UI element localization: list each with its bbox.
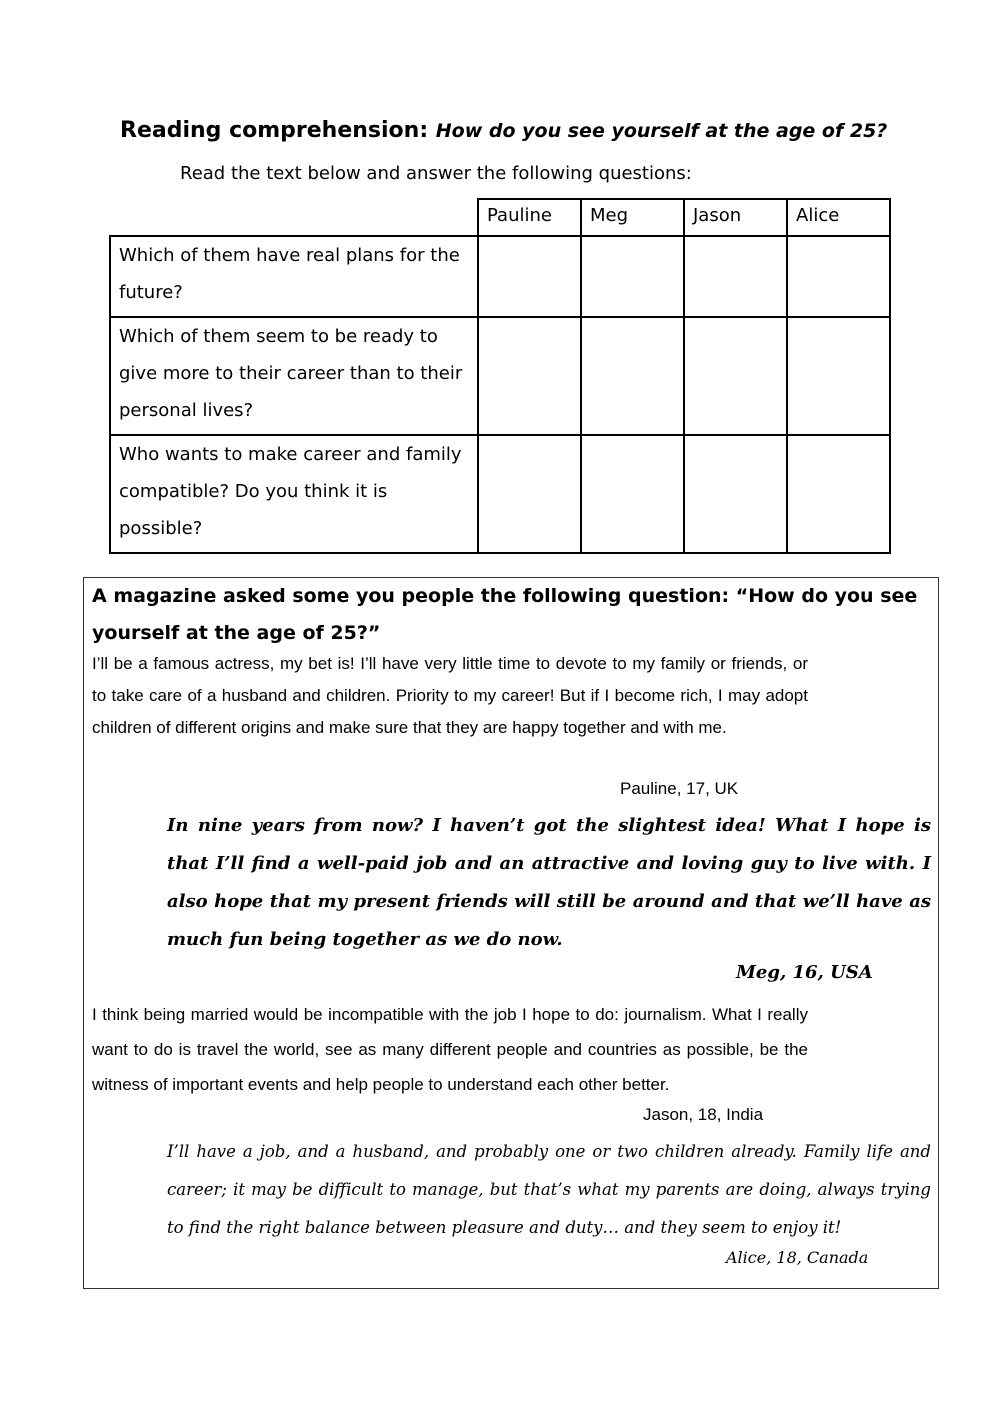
signature-alice: Alice, 18, Canada xyxy=(726,1248,869,1267)
column-header-jason: Jason xyxy=(684,199,787,236)
table-row xyxy=(110,236,890,317)
article-box xyxy=(83,577,939,1289)
answer-cell-meg[interactable] xyxy=(581,317,684,435)
question-table xyxy=(109,198,891,554)
testimony-pauline: I’ll be a famous actress, my bet is! I’ll have very little time to devote to my family or friends, or to take care of a husband and children. Priority to my career! But if I become rich, I may adopt children of different origins and make sure that they are happy together and with me. xyxy=(92,654,808,737)
column-header-pauline: Pauline xyxy=(478,199,581,236)
instruction-text: Read the text below and answer the following questions: xyxy=(180,163,692,184)
question-cell: Who wants to make career and family compatible? Do you think it is possible? xyxy=(110,435,478,553)
answer-cell-pauline[interactable] xyxy=(478,317,581,435)
title-main: Reading comprehension: xyxy=(120,118,436,143)
signature-meg: Meg, 16, USA xyxy=(736,962,873,983)
answer-cell-pauline[interactable] xyxy=(478,236,581,317)
article-heading: A magazine asked some you people the following question: “How do you see yourself at the age of 25?” xyxy=(92,585,918,644)
question-cell: Which of them seem to be ready to give more to their career than to their personal lives? xyxy=(110,317,478,435)
table-corner-cell xyxy=(110,199,478,236)
column-header-alice: Alice xyxy=(787,199,890,236)
answer-cell-jason[interactable] xyxy=(684,317,787,435)
answer-cell-pauline[interactable] xyxy=(478,435,581,553)
page-title xyxy=(120,118,887,143)
table-row xyxy=(110,317,890,435)
answer-cell-jason[interactable] xyxy=(684,236,787,317)
answer-cell-alice[interactable] xyxy=(787,435,890,553)
answer-cell-alice[interactable] xyxy=(787,317,890,435)
column-header-meg: Meg xyxy=(581,199,684,236)
testimony-jason: I think being married would be incompatible with the job I hope to do: journalism. What I really want to do is travel the world, see as many different people and countries as possible, be the witness of important events and help people to understand each other better. xyxy=(92,1005,808,1094)
signature-pauline: Pauline, 17, UK xyxy=(620,779,739,798)
answer-cell-jason[interactable] xyxy=(684,435,787,553)
answer-cell-meg[interactable] xyxy=(581,435,684,553)
answer-cell-alice[interactable] xyxy=(787,236,890,317)
testimony-meg: In nine years from now? I haven’t got the slightest idea! What I hope is that I’ll find a well-paid job and an attractive and loving guy to live with. I also hope that my present friends will still be around and that we’ll have as much fun being together as we do now. xyxy=(167,815,931,950)
question-cell: Which of them have real plans for the future? xyxy=(110,236,478,317)
table-header-row xyxy=(110,199,890,236)
answer-cell-meg[interactable] xyxy=(581,236,684,317)
table-row xyxy=(110,435,890,553)
testimony-alice: I’ll have a job, and a husband, and probably one or two children already. Family life and career; it may be difficult to manage, but that’s what my parents are doing, always trying to find the right balance between pleasure and duty… and they seem to enjoy it! xyxy=(167,1142,931,1237)
title-subtitle: How do you see yourself at the age of 25? xyxy=(435,120,888,142)
signature-jason: Jason, 18, India xyxy=(643,1105,764,1124)
